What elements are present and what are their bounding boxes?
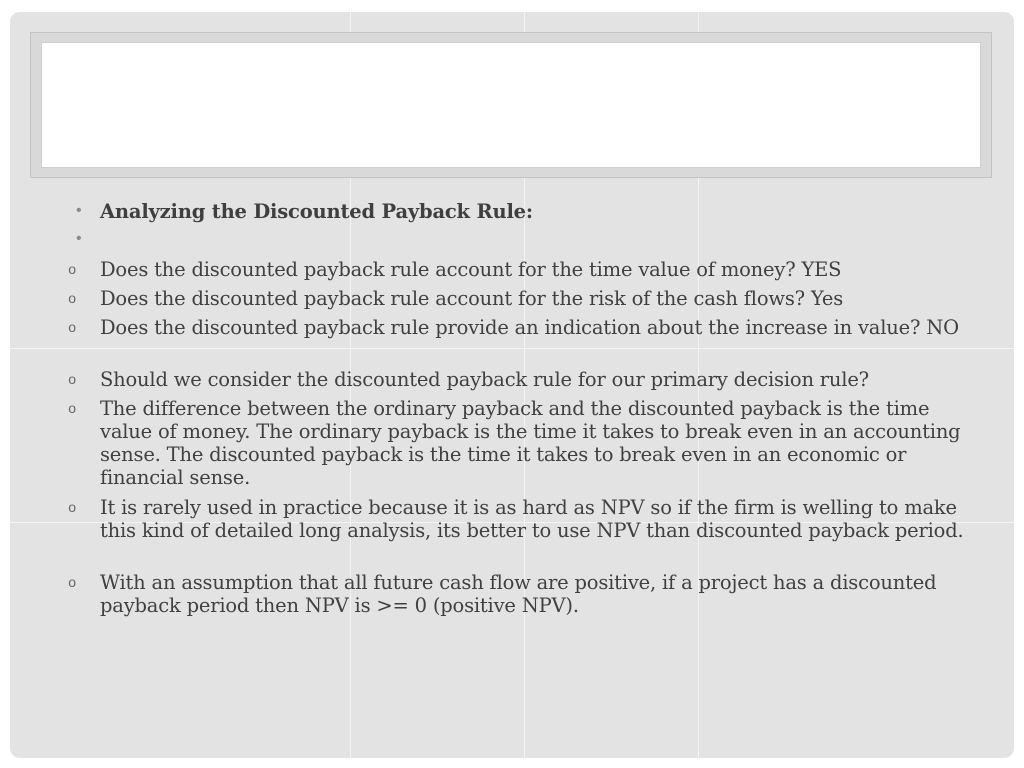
list-item-text: Does the discounted payback rule account for the time value of money? YES	[100, 258, 842, 281]
circle-bullet-icon: o	[68, 499, 76, 515]
slide	[10, 12, 1014, 758]
circle-bullet-icon: o	[68, 574, 76, 590]
bullet-icon: •	[76, 230, 82, 247]
list-item-text: Should we consider the discounted payback rule for our primary decision rule?	[100, 368, 869, 391]
list-item	[68, 287, 980, 310]
bullet-icon: •	[76, 202, 82, 219]
slide-content	[10, 12, 1014, 758]
list-item	[68, 368, 980, 391]
circle-bullet-icon: o	[68, 319, 76, 335]
list-item-text: Does the discounted payback rule provide an indication about the increase in value? NO	[100, 316, 959, 339]
list-item	[68, 496, 980, 542]
list-item-text: Does the discounted payback rule account for the risk of the cash flows? Yes	[100, 287, 844, 310]
list-item	[68, 316, 980, 339]
circle-bullet-icon: o	[68, 400, 76, 416]
heading-item	[76, 200, 980, 223]
list-item-text: The difference between the ordinary payback and the discounted payback is the time value of money. The ordinary payback is the time it takes to break even in an accounting sense. The discounted payback is the time it takes to break even in an economic or financial sense.	[100, 397, 961, 489]
circle-bullet-icon: o	[68, 371, 76, 387]
list-item-text: With an assumption that all future cash flow are positive, if a project has a discounted payback period then NPV is >= 0 (positive NPV).	[100, 571, 937, 617]
list-item	[68, 258, 980, 281]
circle-bullet-icon: o	[68, 290, 76, 306]
list-item	[68, 571, 980, 617]
list-item	[68, 397, 980, 489]
list-item-text: It is rarely used in practice because it is as hard as NPV so if the firm is welling to make this kind of detailed long analysis, its better to use NPV than discounted payback period.	[100, 496, 964, 542]
slide-heading: Analyzing the Discounted Payback Rule:	[100, 200, 533, 223]
circle-bullet-icon: o	[68, 261, 76, 277]
